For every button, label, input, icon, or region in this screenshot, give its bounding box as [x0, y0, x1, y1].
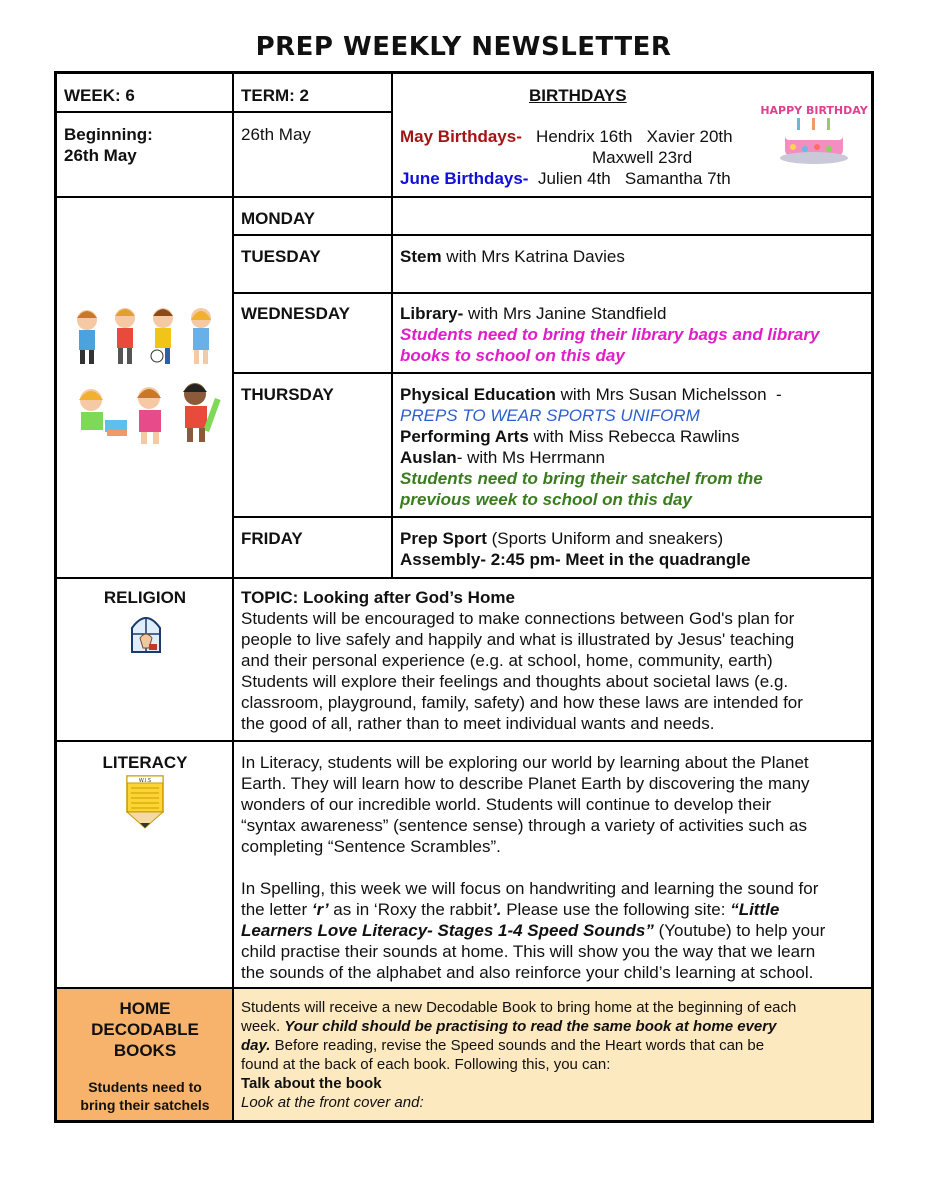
newsletter-table [54, 71, 874, 1123]
may-birthdays [400, 126, 733, 147]
term-label: TERM: 2 [241, 86, 309, 105]
arts-subject: Performing Arts [400, 427, 529, 446]
thursday-pe [400, 384, 782, 405]
literacy-line: completing “Sentence Scrambles”. [241, 837, 501, 856]
thursday-arts [400, 426, 739, 447]
church-window-icon [129, 612, 163, 654]
beginning-label: Beginning: [64, 125, 153, 144]
home-books-label: HOME DECODABLE BOOKS [91, 999, 199, 1060]
newsletter-title: PREP WEEKLY NEWSLETTER [255, 32, 672, 62]
religion-line: Students will explore their feelings and thoughts about societal laws (e.g. [241, 672, 789, 691]
may-birthdays-names-2: Maxwell 23rd [592, 148, 693, 167]
tuesday-teacher: with Mrs Katrina Davies [441, 247, 625, 266]
literacy-line: wonders of our incredible world. Students will continue to develop their [241, 795, 772, 814]
friday-sport [400, 528, 723, 549]
auslan-teacher: - with Ms Herrmann [456, 448, 605, 467]
tuesday-activity [400, 246, 625, 267]
religion-body [241, 608, 869, 734]
home-books-line: found at the back of each book. Following this, you can: [241, 1056, 611, 1073]
sport-subject: Prep Sport [400, 529, 487, 548]
religion-line: Students will be encouraged to make connections between God's plan for [241, 609, 795, 628]
literacy-line: Earth. They will learn how to describe Planet Earth by discovering the many [241, 774, 810, 793]
religion-line: people to live safely and happily and what is illustrated by Jesus' teaching [241, 630, 795, 649]
thursday-auslan [400, 447, 605, 468]
children-illustration [69, 302, 219, 452]
literacy-body [241, 752, 869, 983]
home-books-line: Students will receive a new Decodable Book to bring home at the beginning of each [241, 999, 797, 1016]
may-birthdays-names: Hendrix 16th Xavier 20th [536, 127, 733, 146]
arts-teacher: with Miss Rebecca Rawlins [528, 427, 740, 446]
sports-uniform-note: PREPS TO WEAR SPORTS UNIFORM [400, 406, 700, 425]
pe-teacher: with Mrs Susan Michelsson - [555, 385, 782, 404]
home-books-sublabel: Students need to bring their satchels [80, 1079, 210, 1113]
day-friday: FRIDAY [241, 529, 303, 548]
term-date: 26th May [241, 125, 311, 144]
pe-subject: Physical Education [400, 385, 556, 404]
literacy-line: “syntax awareness” (sentence sense) through a variety of activities such as [241, 816, 807, 835]
religion-topic: TOPIC: Looking after God’s Home [241, 588, 515, 607]
day-tuesday: TUESDAY [241, 247, 321, 266]
religion-line: the good of all, rather than to meet individual wants and needs. [241, 714, 715, 733]
home-books-body [241, 998, 869, 1112]
cake-text: HAPPY BIRTHDAY [760, 104, 868, 117]
birthdays-heading: BIRTHDAYS [529, 86, 627, 105]
spelling-line: child practise their sounds at home. This will show you the way that we learn [241, 942, 816, 961]
friday-assembly: Assembly- 2:45 pm- Meet in the quadrangle [400, 550, 751, 569]
literacy-line: In Literacy, students will be exploring our world by learning about the Planet [241, 753, 809, 772]
beginning-date: 26th May [64, 146, 137, 165]
spelling-line: Learners Love Literacy- Stages 1-4 Speed Sounds” (Youtube) to help your [241, 921, 826, 940]
june-birthdays-label: June Birthdays- [400, 169, 529, 188]
wednesday-activity [400, 303, 666, 324]
religion-line: classroom, playground, family, safety) and how these laws are intended for [241, 693, 803, 712]
sport-detail: (Sports Uniform and sneakers) [486, 529, 724, 548]
religion-line: and their personal experience (e.g. at school, home, community, earth) [241, 651, 773, 670]
auslan-subject: Auslan [400, 448, 457, 467]
spelling-line: In Spelling, this week we will focus on handwriting and learning the sound for [241, 879, 819, 898]
day-wednesday: WEDNESDAY [241, 304, 350, 323]
spelling-line: the sounds of the alphabet and also reinforce your child’s learning at school. [241, 963, 814, 982]
library-note-1: Students need to bring their library bags and library [400, 325, 820, 344]
day-monday: MONDAY [241, 209, 315, 228]
day-thursday: THURSDAY [241, 385, 334, 404]
wednesday-teacher: with Mrs Janine Standfield [463, 304, 667, 323]
home-books-line: Look at the front cover and: [241, 1094, 424, 1111]
may-birthdays-label: May Birthdays- [400, 127, 522, 146]
library-note-2: books to school on this day [400, 346, 625, 365]
home-books-line: day. Before reading, revise the Speed sounds and the Heart words that can be [241, 1037, 765, 1054]
june-birthdays-names: Julien 4th Samantha 7th [537, 169, 731, 188]
religion-label: RELIGION [103, 588, 187, 607]
pencil-tag: W.I.S [138, 778, 152, 784]
week-label: WEEK: 6 [64, 86, 135, 105]
pencil-notepad-icon [123, 774, 167, 830]
june-birthdays [400, 168, 731, 189]
literacy-label: LITERACY [102, 753, 188, 772]
satchel-note-1: Students need to bring their satchel from the [400, 469, 763, 488]
satchel-note-2: previous week to school on this day [400, 490, 692, 509]
spelling-line: the letter ‘r’ as in ‘Roxy the rabbit’. Please use the following site: “Little [241, 900, 780, 919]
tuesday-subject: Stem [400, 247, 442, 266]
speed-sounds-link: Learners Love Literacy- Stages 1-4 Speed Sounds” [241, 921, 654, 940]
wednesday-subject: Library- [400, 304, 464, 323]
home-books-line: week. Your child should be practising to read the same book at home every [241, 1018, 777, 1035]
birthday-cake-icon [760, 94, 868, 166]
home-books-line: Talk about the book [241, 1075, 382, 1092]
